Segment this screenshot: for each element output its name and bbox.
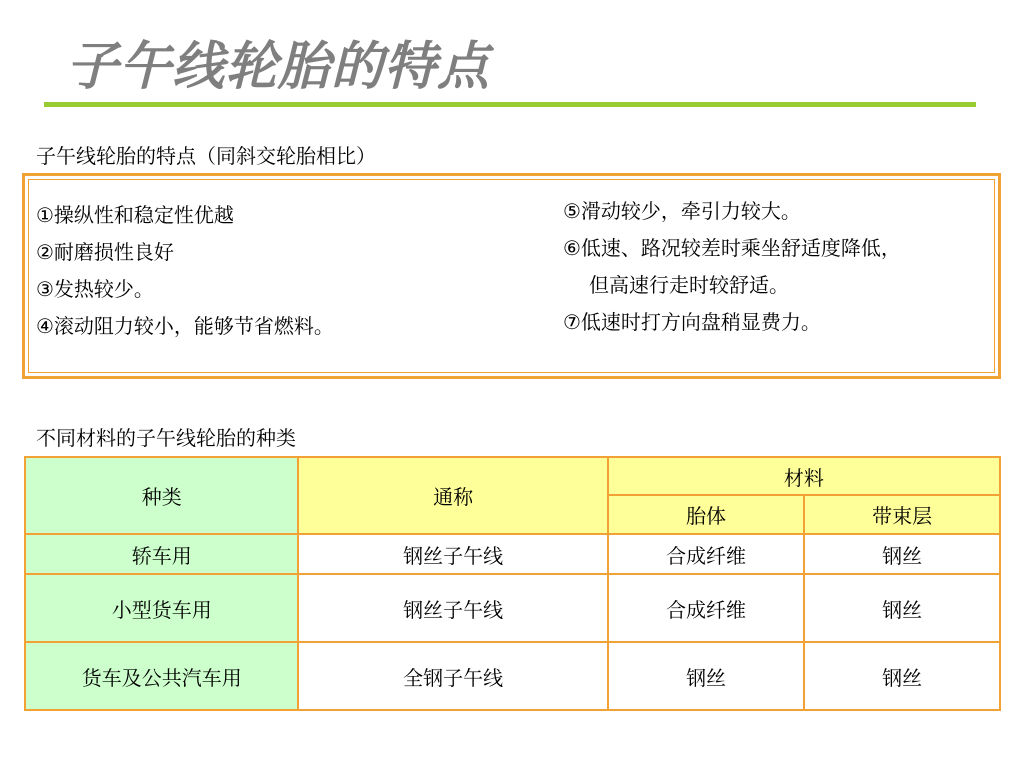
cell-belt: 钢丝 [804,574,1000,642]
table-row [25,534,1000,574]
title-underline [44,102,976,107]
feature-item: ⑤滑动较少，牵引力较大。 [563,199,801,223]
cell-belt: 钢丝 [804,642,1000,710]
table-row [25,642,1000,710]
cell-belt: 钢丝 [804,534,1000,574]
feature-item: ⑦低速时打方向盘稍显费力。 [563,310,821,334]
cell-type: 轿车用 [25,534,298,574]
table-caption: 不同材料的子午线轮胎的种类 [36,426,296,450]
cell-carcass: 合成纤维 [608,574,805,642]
cell-name: 全钢子午线 [298,642,607,710]
cell-name: 钢丝子午线 [298,534,607,574]
tire-types-table [24,456,1001,711]
header-carcass: 胎体 [608,495,805,534]
cell-type: 货车及公共汽车用 [25,642,298,710]
feature-item: ⑥低速、路况较差时乘坐舒适度降低， [563,236,901,260]
header-type: 种类 [25,457,298,534]
cell-carcass: 合成纤维 [608,534,805,574]
feature-item: ③发热较少。 [36,277,154,301]
feature-item: ②耐磨损性良好 [36,240,174,264]
feature-item-continuation: 但高速行走时较舒适。 [589,273,789,297]
header-belt: 带束层 [804,495,1000,534]
cell-carcass: 钢丝 [608,642,805,710]
features-right-column [563,193,901,341]
header-material: 材料 [608,457,1000,495]
features-box [22,173,1001,379]
feature-item: ①操纵性和稳定性优越 [36,203,234,227]
cell-name: 钢丝子午线 [298,574,607,642]
features-left-column [36,197,334,345]
feature-item: ④滚动阻力较小，能够节省燃料。 [36,314,334,338]
header-common-name: 通称 [298,457,607,534]
table-header-row [25,457,1000,495]
features-caption: 子午线轮胎的特点（同斜交轮胎相比） [36,144,376,168]
cell-type: 小型货车用 [25,574,298,642]
table-row [25,574,1000,642]
slide-title: 子午线轮胎的特点 [66,37,491,97]
